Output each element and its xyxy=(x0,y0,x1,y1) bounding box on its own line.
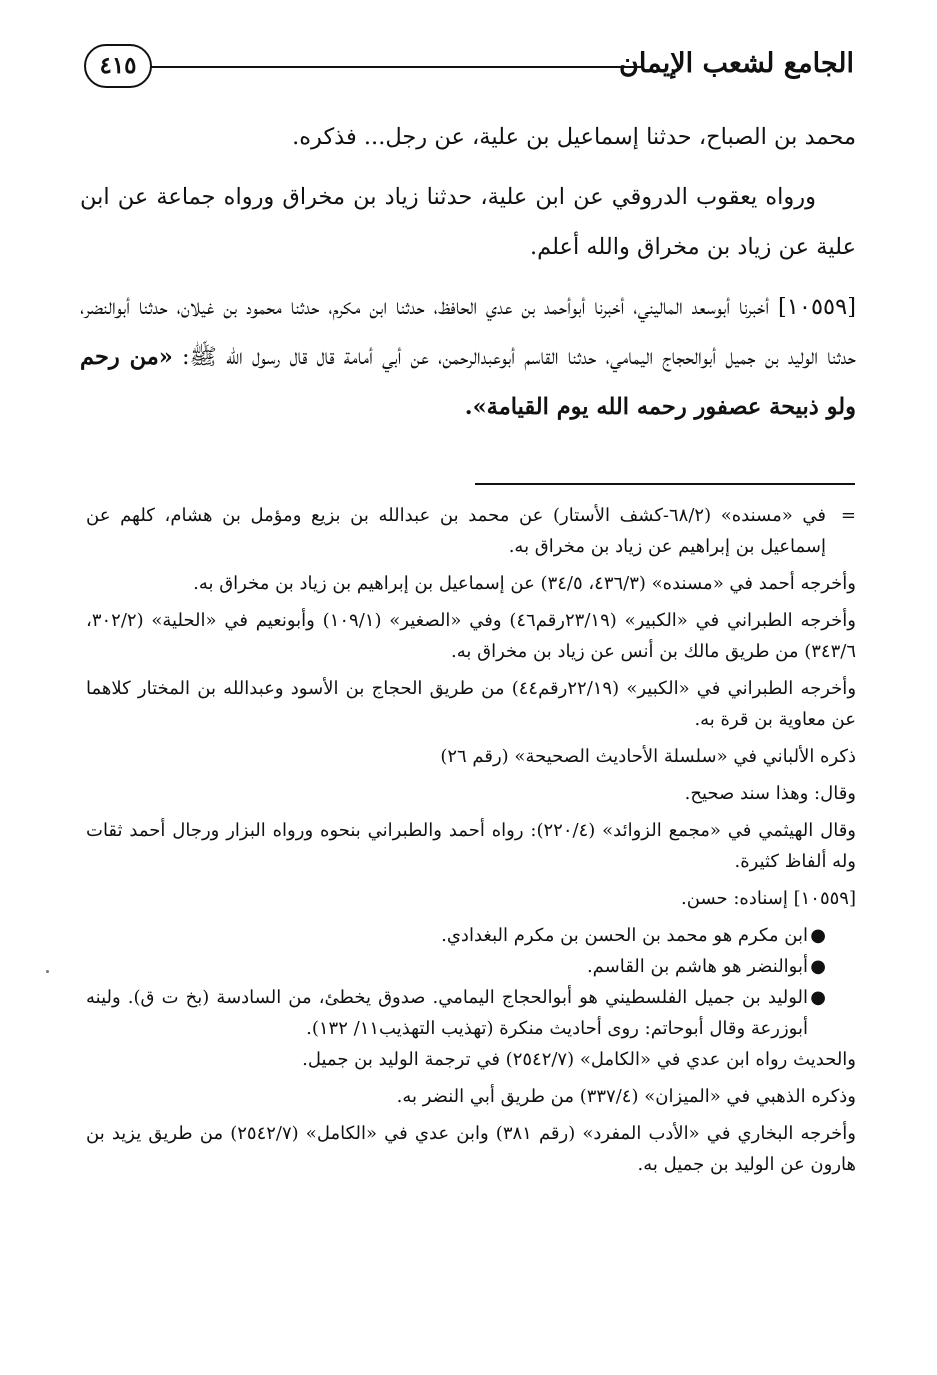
bullet-icon: ● xyxy=(810,987,826,1008)
page-header xyxy=(84,38,854,98)
footnote-separator xyxy=(475,483,855,485)
hadith-10559 xyxy=(80,282,856,432)
footnote-line: وأخرجه أحمد في «مسنده» (٤٣٦/٣، ٣٤/٥) عن إسماعيل بن إبراهيم بن زياد بن مخراق به. xyxy=(193,573,856,594)
footnote-line: وأخرجه البخاري في «الأدب المفرد» (رقم ٣٨١) وابن عدي في «الكامل» (٢٥٤٢/٧) من طريق يزيد بن هارون عن الوليد بن جميل به. xyxy=(86,1123,856,1175)
list-item xyxy=(86,982,826,1044)
paragraph-1: محمد بن الصباح، حدثنا إسماعيل بن علية، عن رجل... فذكره. xyxy=(292,124,856,150)
header-rule xyxy=(144,66,644,68)
footnote-text: في «مسنده» (٦٨/٢-كشف الأستار) عن محمد بن عبدالله بن بزيع ومؤمل بن هشام، كلهم عن إسماعيل بن إبراهيم عن زياد بن مخراق به. xyxy=(86,505,827,557)
footnote-line: وذكره الذهبي في «الميزان» (٣٣٧/٤) من طريق أبي النضر به. xyxy=(396,1086,856,1107)
running-title: الجامع لشعب الإيمان xyxy=(619,48,854,79)
continuation-mark: = xyxy=(840,505,856,526)
hadith-isnad: [١٠٥٥٩] أخبرنا أبوسعد الماليني، أخبرنا أبوأحمد بن عدي الحافظ، حدثنا ابن مكرم، حدثنا محمود بن غيلان، حدثنا أبوالنضر، حدثنا الوليد بن جميل أبوالحجاج اليمامي، حدثنا القاسم أبوعبدالرحمن، عن أبي أمامة قال قال رسول الله ﷺ: xyxy=(80,294,857,370)
footnote-line: ذكره الألباني في «سلسلة الأحاديث الصحيحة» (رقم ٢٦) xyxy=(440,746,856,767)
footnote-line: والحديث رواه ابن عدي في «الكامل» (٢٥٤٢/٧) في ترجمة الوليد بن جميل. xyxy=(302,1049,856,1070)
footnote-line: وأخرجه الطبراني في «الكبير» (٢٢/١٩رقم٤٤) من طريق الحجاج بن الأسود وعبدالله بن المختار كلاهما عن معاوية بن قرة به. xyxy=(86,678,857,730)
narrator-list xyxy=(86,920,856,1044)
page-number: ٤١٥ xyxy=(84,44,152,88)
list-item-text: الوليد بن جميل الفلسطيني هو أبوالحجاج اليمامي. صدوق يخطئ، من السادسة (بخ ت ق). ولينه أبوزرعة وقال أبوحاتم: روى أحاديث منكرة (تهذيب التهذيب١١/ ١٣٢). xyxy=(86,987,808,1039)
footnote-heading: [١٠٥٥٩] إسناده: حسن. xyxy=(681,888,856,909)
scan-speck xyxy=(46,970,49,973)
main-text xyxy=(80,112,856,442)
footnote-line: وقال: وهذا سند صحيح. xyxy=(684,783,856,804)
hadith-matn: «من رحم ولو ذبيحة عصفور رحمه الله يوم القيامة». xyxy=(80,344,856,420)
footnotes xyxy=(86,500,856,1186)
bullet-icon: ● xyxy=(810,956,826,977)
footnote-line: وأخرجه الطبراني في «الكبير» (٢٣/١٩رقم٤٦) وفي «الصغير» (١٠٩/١) وأبونعيم في «الحلية» (٣٠٢/٢، ٣٤٣/٦) من طريق مالك بن أنس عن زياد بن مخراق به. xyxy=(86,610,856,662)
list-item xyxy=(86,951,826,982)
list-item-text: ابن مكرم هو محمد بن الحسن بن مكرم البغدادي. xyxy=(441,925,808,946)
bullet-icon: ● xyxy=(810,925,826,946)
footnote-continuation xyxy=(86,500,856,562)
list-item xyxy=(86,920,826,951)
list-item-text: أبوالنضر هو هاشم بن القاسم. xyxy=(586,956,808,977)
paragraph-2: ورواه يعقوب الدروقي عن ابن علية، حدثنا زياد بن مخراق ورواه جماعة عن ابن علية عن زياد بن مخراق والله أعلم. xyxy=(80,184,856,260)
footnote-line: وقال الهيثمي في «مجمع الزوائد» (٢٢٠/٤): رواه أحمد والطبراني بنحوه ورواه البزار ورجال أحمد ثقات وله ألفاظ كثيرة. xyxy=(86,820,856,872)
